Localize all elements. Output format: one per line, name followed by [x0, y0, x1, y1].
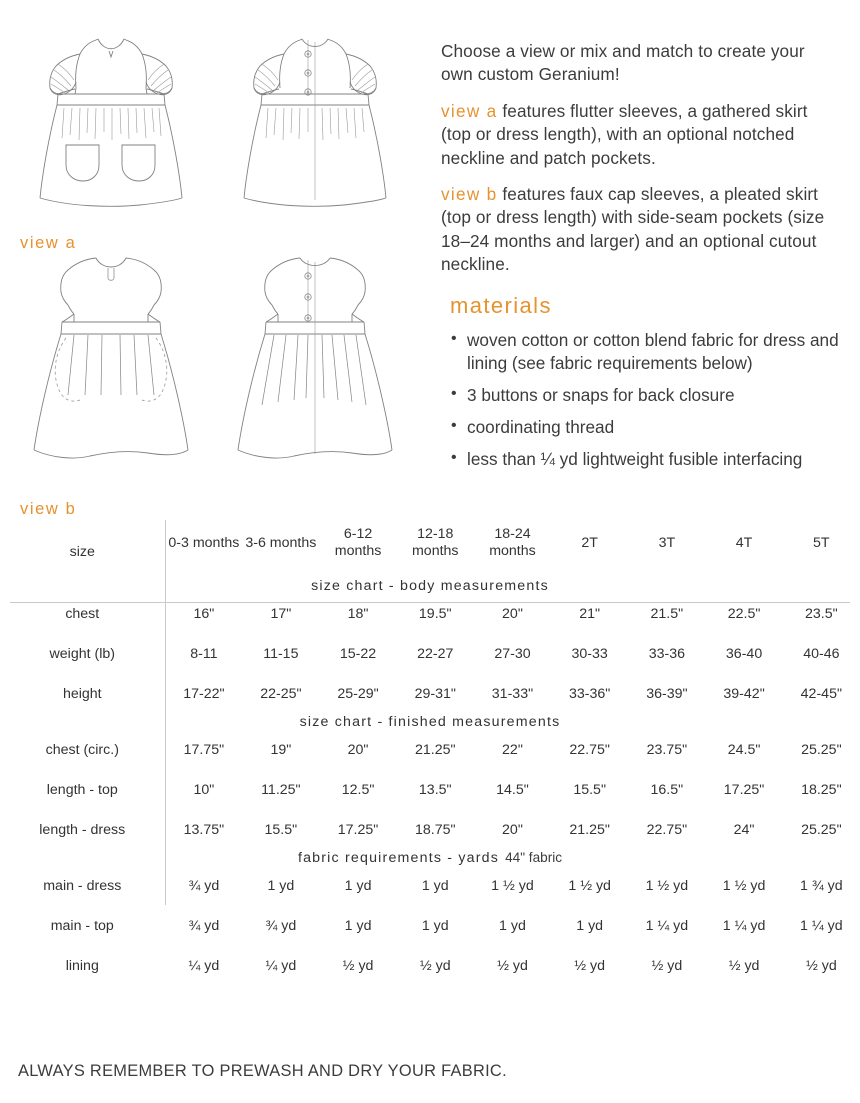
cell: 24" — [733, 822, 755, 838]
cell: 30-33 — [571, 646, 608, 662]
cell: 36-40 — [725, 646, 763, 662]
table-row — [0, 866, 860, 906]
row-label: length - top — [0, 770, 165, 810]
cell: 27-30 — [494, 646, 531, 662]
cell: 31-33" — [491, 686, 534, 702]
rule-spacer-row — [0, 566, 860, 578]
cell: 25-29" — [337, 686, 379, 702]
cell: 1 yd — [421, 918, 449, 934]
column-header: 12-18 months — [411, 526, 459, 559]
cell: 17.25" — [723, 782, 765, 798]
cell: 15.5" — [264, 822, 298, 838]
cell: 1 yd — [576, 918, 604, 934]
cell: 12.5" — [341, 782, 375, 798]
cell: 33-36 — [648, 646, 686, 662]
cell: 15-22 — [339, 646, 377, 662]
cell: 25.25" — [801, 822, 842, 838]
cell: 18.25" — [801, 782, 842, 798]
header-divider-horizontal — [10, 602, 850, 603]
cell: 1 ¼ yd — [722, 918, 766, 934]
row-label: height — [0, 674, 165, 714]
cell: 22.75" — [646, 822, 688, 838]
cell: 17.25" — [337, 822, 379, 838]
cell: 15.5" — [573, 782, 606, 798]
cell: ¼ yd — [265, 958, 297, 974]
cell: ¼ yd — [188, 958, 220, 974]
materials-heading: materials — [450, 292, 552, 318]
cell: 13.75" — [183, 822, 225, 838]
cell: ½ yd — [651, 958, 683, 974]
cell: 8-11 — [190, 646, 218, 662]
cell: 13.5" — [418, 782, 452, 798]
column-header: 6-12 months — [334, 526, 382, 559]
column-header: 3-6 months — [245, 534, 317, 551]
list-item: • woven cotton or cotton blend fabric for dress and lining (see fabric requirements below) — [451, 329, 841, 375]
cell: 39-42" — [723, 686, 765, 702]
cell: ½ yd — [805, 958, 837, 974]
column-header: 18-24 months — [489, 526, 536, 559]
view-a-inline-label: view a — [441, 100, 498, 121]
cell: ¾ yd — [265, 918, 297, 934]
cell: 21.25" — [414, 742, 456, 758]
cell: ½ yd — [342, 958, 374, 974]
figure-view-b-back — [222, 250, 408, 480]
table-header-row — [0, 520, 860, 566]
materials-list — [441, 329, 841, 471]
list-item: • 3 buttons or snaps for back closure — [451, 384, 841, 407]
size-chart-region — [0, 520, 860, 1103]
cell: 17.75" — [183, 742, 225, 758]
intro-column — [441, 40, 841, 480]
cell: 20" — [502, 606, 523, 622]
row-label: weight (lb) — [0, 634, 165, 674]
cell: 1 yd — [344, 918, 372, 934]
size-chart-table — [0, 520, 860, 986]
cell: 23.5" — [805, 606, 838, 622]
section-heading-row — [0, 850, 860, 866]
cell: 1 ½ yd — [722, 878, 766, 894]
cell: 11-15 — [263, 646, 299, 662]
cell: 23.75" — [646, 742, 688, 758]
column-header: 2T — [581, 534, 598, 551]
cell: 21.5" — [650, 606, 684, 622]
cell: 20" — [347, 742, 369, 758]
cell: 1 ½ yd — [491, 878, 534, 894]
size-header-label: size — [0, 520, 165, 566]
view-b-description-text: features faux cap sleeves, a pleated skirt (top or dress length) with side-seam pockets (size 18–24 months and larger) and an optional cutout neckline. — [441, 183, 825, 275]
cell: 42-45" — [800, 686, 842, 702]
view-b-caption: view b — [20, 500, 77, 518]
cell: 1 ¾ yd — [800, 878, 843, 894]
cell: 17" — [270, 606, 292, 622]
list-item: • less than ¼ yd lightweight fusible interfacing — [451, 448, 841, 471]
cell: 29-31" — [414, 686, 456, 702]
top-region — [0, 0, 860, 520]
cell: 11.25" — [261, 782, 301, 798]
cell: 1 yd — [499, 918, 526, 934]
figure-view-a-front — [18, 32, 204, 228]
cell: 22.5" — [727, 606, 761, 622]
table-row — [0, 770, 860, 810]
cell: 19" — [270, 742, 292, 758]
cell: 18.75" — [414, 822, 456, 838]
prewash-note: ALWAYS REMEMBER TO PREWASH AND DRY YOUR FABRIC. — [18, 1062, 507, 1080]
cell: 10" — [193, 782, 215, 798]
column-header: 4T — [735, 534, 753, 551]
row-label: lining — [65, 958, 99, 974]
cell: ½ yd — [419, 958, 451, 974]
cell: 1 ¼ yd — [645, 918, 689, 934]
cell: 1 ¼ yd — [800, 918, 843, 934]
column-header: 3T — [658, 534, 676, 551]
cell: ¾ yd — [188, 878, 220, 894]
cell: 25.25" — [801, 742, 842, 758]
cell: 40-46 — [803, 646, 840, 662]
column-header: 0-3 months — [168, 534, 240, 551]
cell: 1 yd — [344, 878, 372, 894]
cell: 1 ½ yd — [568, 878, 611, 894]
cell: 22-25" — [260, 686, 302, 702]
fabric-width-note: 44" fabric — [505, 850, 563, 865]
cell: 14.5" — [496, 782, 529, 798]
cell: 22.75" — [569, 742, 610, 758]
table-row — [0, 810, 860, 850]
section-heading-row — [0, 578, 860, 594]
section-heading-row — [0, 714, 860, 730]
cell: 16" — [193, 606, 215, 622]
cell: 1 ½ yd — [645, 878, 689, 894]
view-a-description-text: features flutter sleeves, a gathered skirt (top or dress length), with an optional notched neckline and patch pockets. — [441, 100, 808, 168]
cell: ½ yd — [728, 958, 760, 974]
row-label: main - top — [50, 918, 114, 934]
cell: 21" — [579, 606, 601, 622]
table-row — [0, 674, 860, 714]
cell: 17-22" — [183, 686, 225, 702]
cell: ¾ yd — [188, 918, 220, 934]
fabric-requirements-heading-text: fabric requirements - yards — [297, 850, 500, 866]
row-label: chest — [0, 594, 165, 634]
cell: 1 yd — [267, 878, 295, 894]
row-label: main - dress — [43, 878, 122, 894]
cell: 20" — [502, 822, 523, 838]
cell: 21.25" — [569, 822, 610, 838]
view-b-inline-label: view b — [441, 183, 498, 204]
cell: ½ yd — [574, 958, 606, 974]
cell: 24.5" — [727, 742, 761, 758]
illustration-panel — [0, 22, 424, 518]
cell: 36-39" — [646, 686, 688, 702]
table-row — [0, 730, 860, 770]
row-label: length - dress — [0, 810, 165, 850]
column-header: 5T — [813, 534, 830, 551]
cell: 22" — [502, 742, 523, 758]
cell: 19.5" — [418, 606, 452, 622]
section-heading-body-measurements: size chart - body measurements — [311, 578, 549, 594]
row-label: chest (circ.) — [0, 730, 165, 770]
cell: ½ yd — [497, 958, 528, 974]
spacer — [0, 566, 860, 578]
cell: 18" — [347, 606, 369, 622]
view-a-description — [441, 100, 841, 170]
view-b-description — [441, 183, 841, 277]
section-heading-finished-measurements: size chart - finished measurements — [299, 714, 561, 730]
cell: 1 yd — [421, 878, 449, 894]
cell: 16.5" — [650, 782, 684, 798]
label-divider-vertical — [165, 556, 166, 905]
cell: 33-36" — [569, 686, 611, 702]
intro-lead: Choose a view or mix and match to create your own custom Geranium! — [441, 41, 805, 85]
figure-view-b-front — [18, 250, 204, 480]
table-row — [0, 946, 860, 986]
table-row — [0, 634, 860, 674]
figure-view-a-back — [222, 32, 408, 228]
section-heading-fabric-requirements — [0, 850, 860, 866]
view-a-caption: view a — [20, 234, 77, 252]
table-row — [0, 594, 860, 634]
list-item: • coordinating thread — [451, 416, 841, 439]
table-row — [0, 906, 860, 946]
cell: 22-27 — [417, 646, 454, 662]
